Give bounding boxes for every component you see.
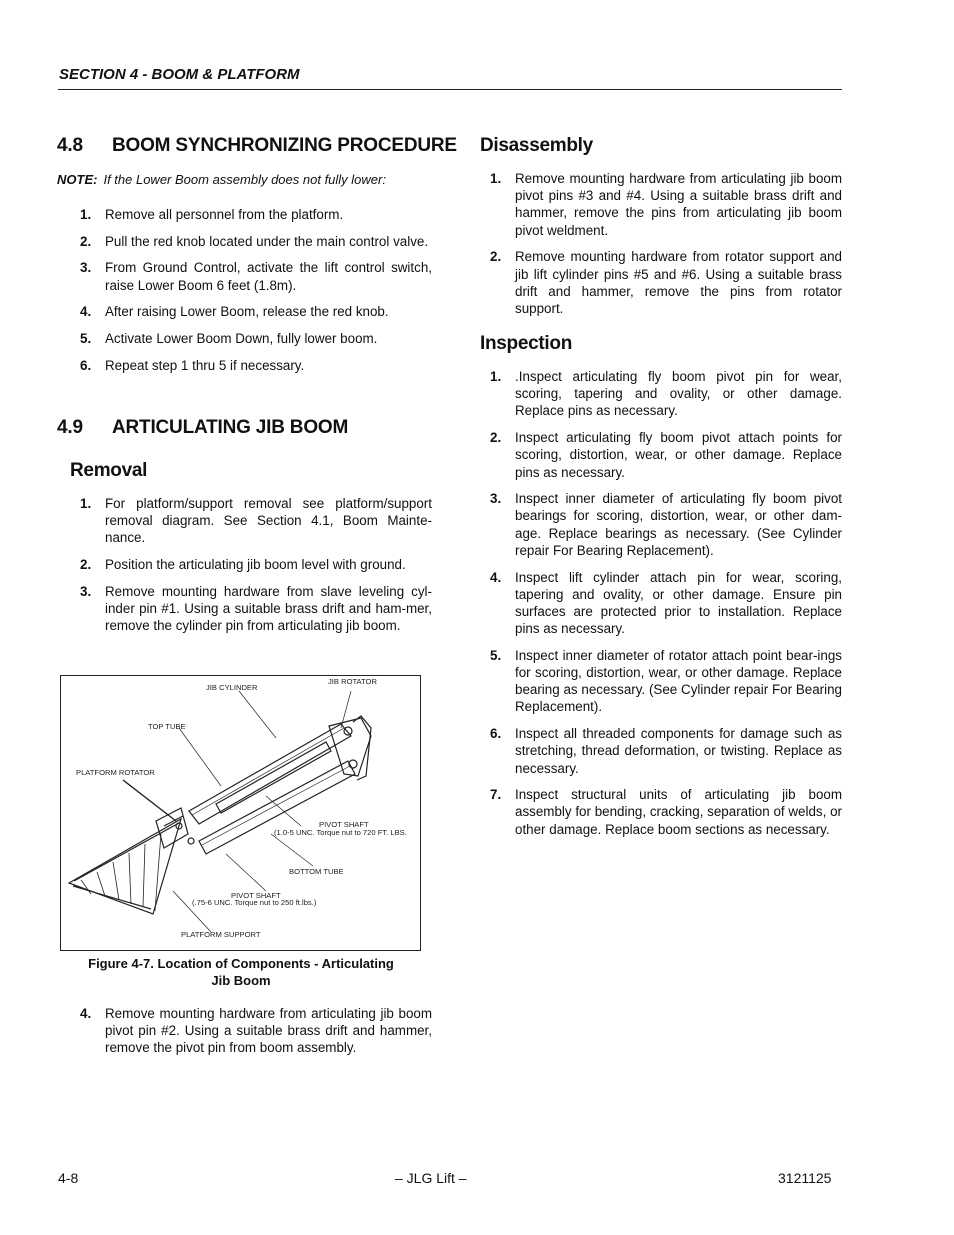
figure-jib-boom xyxy=(60,675,421,951)
list-item: 3. Remove mounting hardware from slave leveling cyl-inder pin #1. Using a suitable brass drift and ham-mer, remove the cylinder pin from articulating jib boom. xyxy=(80,583,432,634)
disassembly-steps xyxy=(480,170,842,327)
label-jib-cylinder: JIB CYLINDER xyxy=(206,683,258,692)
heading-4-9-title: ARTICULATING JIB BOOM xyxy=(112,417,349,438)
section-header: SECTION 4 - BOOM & PLATFORM xyxy=(59,66,300,83)
list-item: 1. .Inspect articulating fly boom pivot pin for wear, scoring, tapering and ovality, or other damage. Replace pins as necessary. xyxy=(490,369,842,419)
inspection-steps xyxy=(480,368,842,847)
list-item: 4. After raising Lower Boom, release the red knob. xyxy=(80,304,389,320)
list-item: 5. Activate Lower Boom Down, fully lower boom. xyxy=(80,331,378,347)
document-number: 3121125 xyxy=(778,1170,832,1186)
disassembly-heading: Disassembly xyxy=(480,135,593,156)
label-bottom-tube: BOTTOM TUBE xyxy=(289,867,344,876)
heading-4-8-number: 4.8 xyxy=(57,135,83,156)
list-item: 2. Pull the red knob located under the main control valve. xyxy=(80,233,429,249)
label-platform-rotator: PLATFORM ROTATOR xyxy=(76,768,155,777)
list-item: 2. Inspect articulating fly boom pivot attach points for scoring, distortion, wear, or other damage. Replace pins as necessary. xyxy=(490,430,842,480)
label-pivot-shaft-1-note: (1.0-5 UNC. Torque nut to 720 FT. LBS. xyxy=(274,828,407,837)
list-item: 1. For platform/support removal see platform/support removal diagram. See Section 4.1, Boom Mainte-nance. xyxy=(80,496,432,546)
heading-4-9 xyxy=(57,417,348,439)
footer-brand: – JLG Lift – xyxy=(395,1170,467,1186)
sync-steps xyxy=(70,206,432,383)
label-platform-support: PLATFORM SUPPORT xyxy=(181,930,261,939)
list-item: 3. From Ground Control, activate the lift control switch, raise Lower Boom 6 feet (1.8m). xyxy=(80,260,432,293)
list-item: 3. Inspect inner diameter of articulating fly boom pivot bearings for scoring, distortion, wear, or other dam-age. Replace bearings as necessary. (See Cylinder repair For Bearing Replacement). xyxy=(490,491,842,558)
list-item: 4. Inspect lift cylinder attach pin for wear, scoring, tapering and ovality, or other damage. Ensure pin surfaces are protected prior to installation. Replace pins as necessary. xyxy=(490,569,842,637)
heading-4-9-number: 4.9 xyxy=(57,417,83,438)
label-pivot-shaft-1: PIVOT SHAFT xyxy=(319,820,369,829)
note xyxy=(57,172,386,187)
list-item: 6. Repeat step 1 thru 5 if necessary. xyxy=(80,357,305,373)
removal-steps xyxy=(70,495,432,644)
inspection-heading: Inspection xyxy=(480,333,573,354)
label-jib-rotator: JIB ROTATOR xyxy=(328,677,377,686)
list-item: 4. Remove mounting hardware from articulating jib boom pivot pin #2. Using a suitable brass drift and hammer, remove the pivot pin from boom assembly. xyxy=(80,1006,432,1056)
list-item: 7. Inspect structural units of articulating jib boom assembly for bending, cracking, separation of welds, or other damage. Replace boom sections as necessary. xyxy=(490,787,842,837)
note-text: If the Lower Boom assembly does not fully lower: xyxy=(103,172,386,187)
list-item: 2. Remove mounting hardware from rotator support and jib lift cylinder pins #5 and #6. Using a suitable brass drift and hammer, remove the pins from rotator support. xyxy=(490,249,842,316)
note-label: NOTE: xyxy=(57,172,98,187)
list-item: 5. Inspect inner diameter of rotator attach point bear-ings for scoring, distortion, wear, or other damage. Replace bearing as necessary. (See Cylinder repair For Bearing Replacement). xyxy=(490,647,842,715)
removal-step-4 xyxy=(70,1005,432,1066)
figure-caption-line1: Figure 4-7. Location of Components - Articulating xyxy=(88,956,394,971)
jib-boom-illustration xyxy=(61,676,419,949)
label-top-tube: TOP TUBE xyxy=(148,722,186,731)
figure-caption xyxy=(60,955,422,989)
page-number: 4-8 xyxy=(58,1170,79,1186)
removal-heading: Removal xyxy=(70,460,148,481)
label-pivot-shaft-2: PIVOT SHAFT xyxy=(231,891,281,900)
list-item: 2. Position the articulating jib boom level with ground. xyxy=(80,557,406,573)
heading-4-8-title: BOOM SYNCHRONIZING PROCEDURE xyxy=(112,135,457,156)
figure-caption-line2: Jib Boom xyxy=(211,973,271,988)
list-item: 6. Inspect all threaded components for damage such as stretching, thread deformation, or twisting. Replace as necessary. xyxy=(490,726,842,776)
list-item: 1. Remove mounting hardware from articulating jib boom pivot pins #3 and #4. Using a suitable brass drift and hammer, remove the pins from articulating jib boom pivot weldment. xyxy=(490,171,842,238)
heading-4-8 xyxy=(57,135,457,157)
label-pivot-shaft-2-note: (.75-6 UNC. Torque nut to 250 ft.lbs.) xyxy=(192,898,317,907)
header-rule xyxy=(58,89,842,90)
list-item: 1. Remove all personnel from the platform. xyxy=(80,207,344,222)
